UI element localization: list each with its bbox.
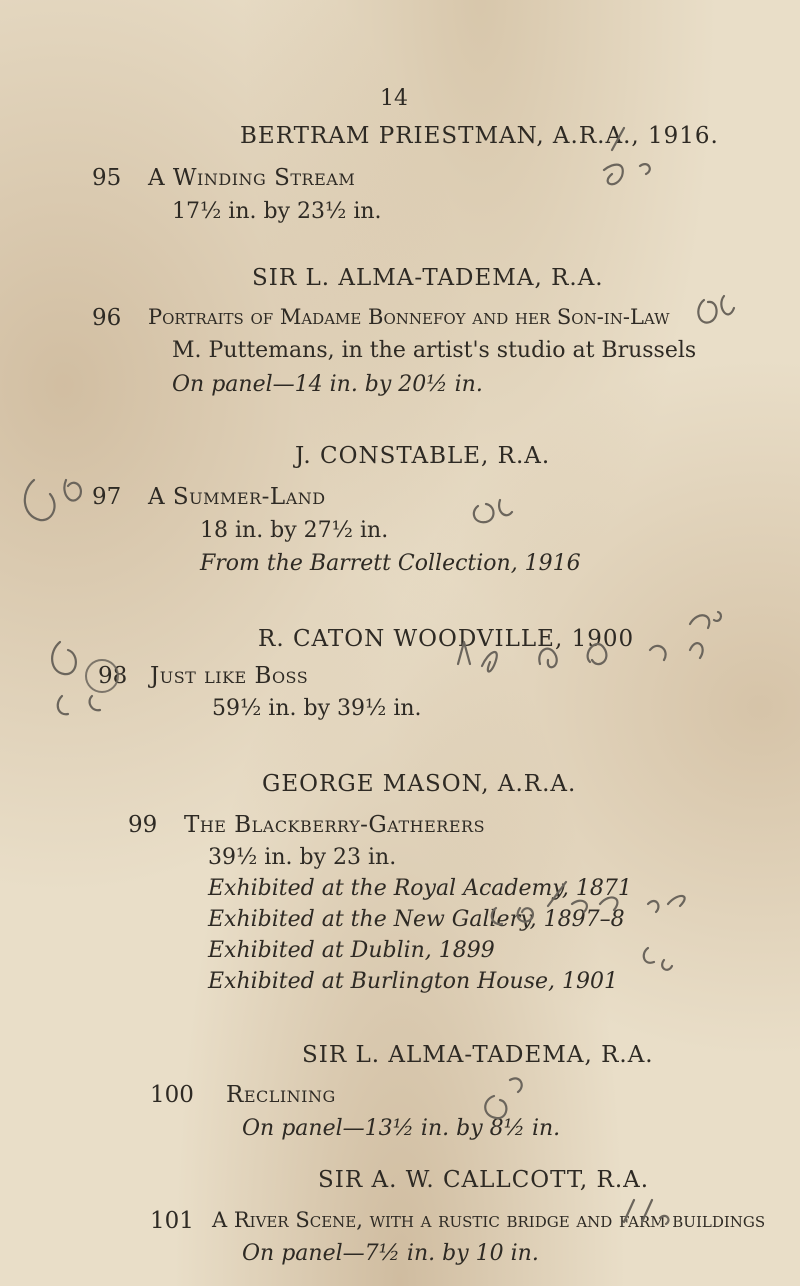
lot-dimensions: On panel—7½ in. by 10 in. [242,1241,539,1266]
artist-heading: SIR L. ALMA-TADEMA, R.A. [252,265,604,291]
lot-title: A Winding Stream [148,165,356,191]
lot-title: The Blackberry-Gatherers [184,812,486,838]
lot-dimensions: 39½ in. by 23 in. [208,845,397,870]
lot-exhibition: Exhibited at Dublin, 1899 [208,938,495,963]
lot-provenance: From the Barrett Collection, 1916 [200,551,581,576]
artist-heading: J. CONSTABLE, R.A. [295,443,551,469]
lot-dimensions: 59½ in. by 39½ in. [212,696,422,721]
lot-number: 98 [98,663,128,689]
lot-number: 99 [128,812,158,838]
artist-heading: GEORGE MASON, A.R.A. [262,771,577,797]
artist-heading: R. CATON WOODVILLE, 1900 [258,626,635,652]
lot-title: A River Scene, with a rustic bridge and farm buildings [212,1208,766,1232]
artist-heading: BERTRAM PRIESTMAN, A.R.A., 1916. [240,123,719,149]
lot-exhibition: Exhibited at the New Gallery, 1897–8 [208,907,625,932]
lot-number: 100 [150,1082,194,1108]
lot-title: A Summer-Land [148,484,326,510]
lot-number: 95 [92,165,122,191]
lot-number: 97 [92,484,122,510]
lot-title: Reclining [226,1082,336,1108]
page-number: 14 [380,86,408,111]
lot-dimensions: 18 in. by 27½ in. [200,518,389,543]
lot-exhibition: Exhibited at the Royal Academy, 1871 [208,876,632,901]
lot-exhibition: Exhibited at Burlington House, 1901 [208,969,618,994]
artist-heading: SIR L. ALMA-TADEMA, R.A. [302,1042,654,1068]
lot-number: 96 [92,305,122,331]
lot-dimensions: On panel—13½ in. by 8½ in. [242,1116,561,1141]
lot-title: Portraits of Madame Bonnefoy and her Son-in-Law [148,305,670,329]
lot-dimensions: On panel—14 in. by 20½ in. [172,372,483,397]
artist-heading: SIR A. W. CALLCOTT, R.A. [318,1167,650,1193]
lot-dimensions: 17½ in. by 23½ in. [172,199,382,224]
lot-note: M. Puttemans, in the artist's studio at Brussels [172,338,697,363]
lot-number: 101 [150,1208,194,1234]
lot-title: Just like Boss [150,663,309,689]
